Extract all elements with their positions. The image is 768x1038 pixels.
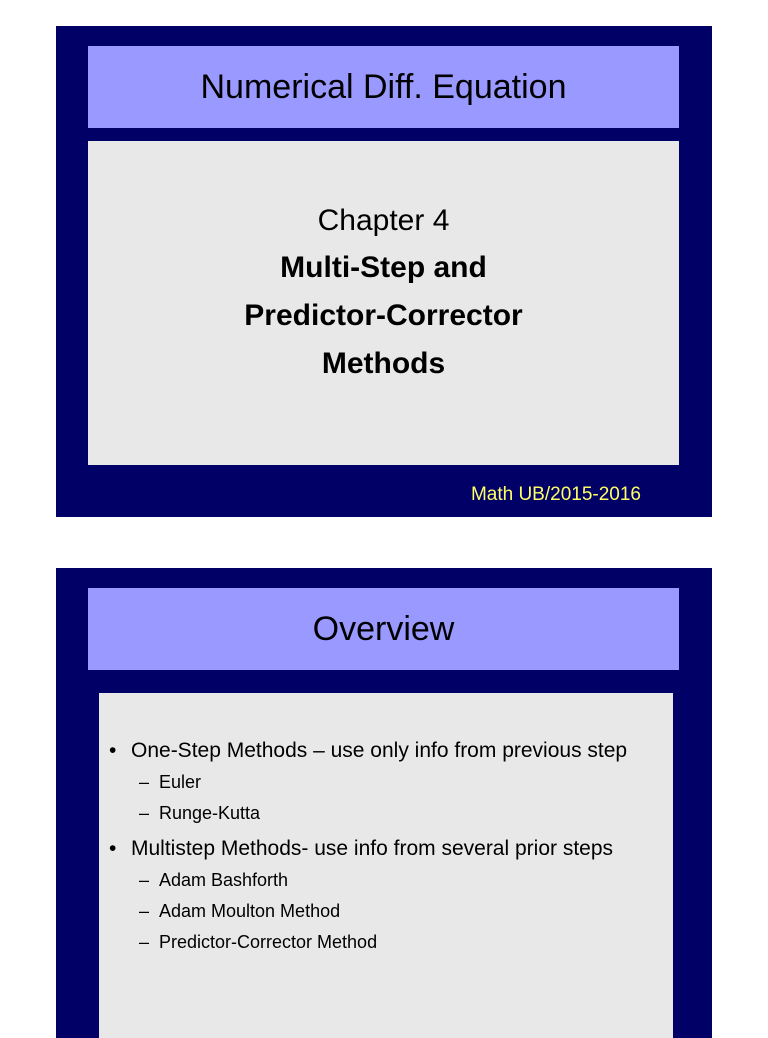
dash-icon: – bbox=[139, 901, 150, 921]
sub-item bbox=[131, 798, 669, 829]
overview-content bbox=[99, 693, 673, 1038]
sub-item-text: Euler bbox=[159, 772, 202, 792]
bullet-icon: • bbox=[109, 837, 117, 860]
dash-icon: – bbox=[139, 772, 150, 792]
sub-item bbox=[131, 767, 669, 798]
chapter-box bbox=[88, 141, 679, 465]
dash-icon: – bbox=[139, 870, 150, 890]
slide-heading: Overview bbox=[312, 609, 455, 648]
slide-title bbox=[56, 26, 712, 517]
bullet-text: One-Step Methods – use only info from previous step bbox=[131, 739, 628, 762]
bullet-item bbox=[109, 735, 669, 829]
slide-overview bbox=[56, 568, 712, 1038]
bullet-icon: • bbox=[109, 739, 117, 762]
sub-list bbox=[131, 767, 669, 829]
sub-item bbox=[131, 865, 669, 896]
bullet-text: Multistep Methods- use info from several prior steps bbox=[131, 837, 614, 860]
sub-list bbox=[131, 865, 669, 958]
dash-icon: – bbox=[139, 932, 150, 952]
sub-item bbox=[131, 927, 669, 958]
chapter-title-line: Multi-Step and bbox=[280, 251, 487, 284]
course-footer: Math UB/2015-2016 bbox=[470, 484, 641, 505]
chapter-title-line: Predictor-Corrector bbox=[244, 299, 523, 332]
sub-item-text: Adam Bashforth bbox=[159, 870, 289, 890]
chapter-title-line: Methods bbox=[321, 347, 446, 380]
slide-title-bar bbox=[88, 588, 679, 670]
slide-heading: Numerical Diff. Equation bbox=[200, 67, 567, 106]
chapter-label: Chapter 4 bbox=[317, 204, 450, 237]
sub-item-text: Runge-Kutta bbox=[159, 803, 261, 823]
bullet-list bbox=[109, 735, 669, 962]
slide-title-bar bbox=[88, 46, 679, 128]
dash-icon: – bbox=[139, 803, 150, 823]
sub-item-text: Adam Moulton Method bbox=[159, 901, 341, 921]
sub-item-text: Predictor-Corrector Method bbox=[159, 932, 378, 952]
sub-item bbox=[131, 896, 669, 927]
bullet-item bbox=[109, 833, 669, 958]
